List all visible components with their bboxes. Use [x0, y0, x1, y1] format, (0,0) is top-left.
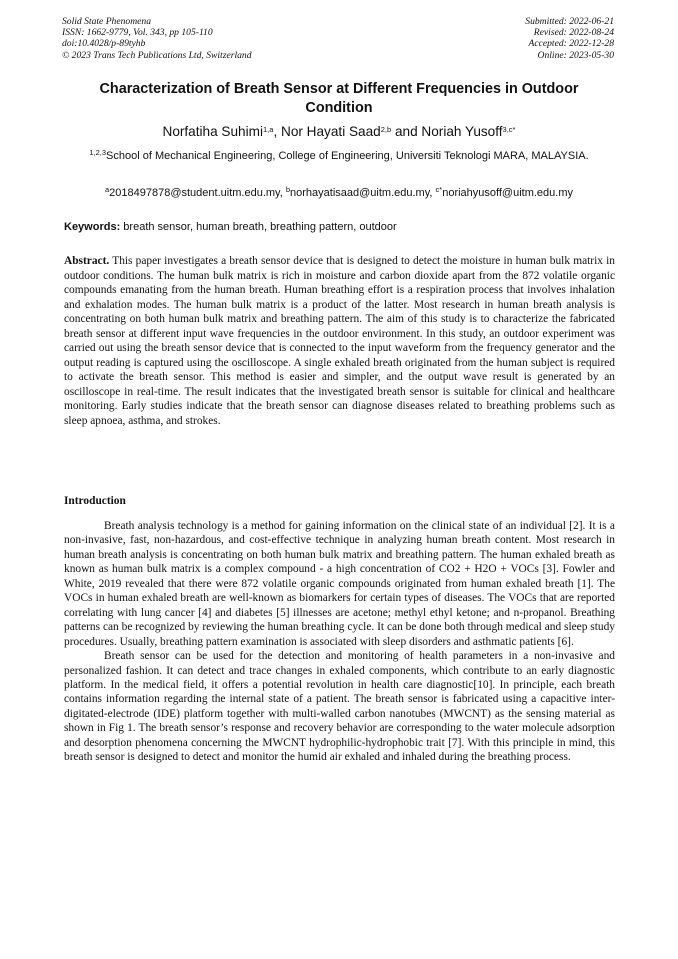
email-mark: c* [435, 185, 443, 194]
introduction-body [64, 519, 615, 765]
revised-date: Revised: 2022-08-24 [533, 27, 614, 39]
author-name: Norfatiha Suhimi [162, 124, 263, 139]
journal-issn: ISSN: 1662-9779, Vol. 343, pp 105-110 [62, 27, 213, 39]
journal-copyright: © 2023 Trans Tech Publications Ltd, Switzerland [62, 49, 252, 61]
author-name: Nor Hayati Saad [281, 124, 381, 139]
email-mark: b [285, 185, 291, 194]
email-link[interactable]: norhayatisaad@uitm.edu.my [290, 187, 430, 199]
affiliation [80, 148, 598, 164]
online-date: Online: 2023-05-30 [537, 49, 614, 61]
author-affiliation-mark: 2,b [380, 125, 392, 134]
paper-title: Characterization of Breath Sensor at Different Frequencies in Outdoor Condition [99, 81, 579, 116]
keywords-label: Keywords: [64, 221, 121, 233]
journal-info [62, 16, 252, 61]
email-separator: , [429, 187, 436, 199]
accepted-date: Accepted: 2022-12-28 [528, 38, 614, 50]
author-list [64, 123, 614, 141]
email-separator: , [279, 187, 286, 199]
author-separator: and [391, 124, 422, 139]
paragraph: Breath sensor can be used for the detection and monitoring of health parameters in a non-invasive and personalized fashion. It can detect and trace changes in exhaled components, which contribute to an early diagnostic platform. In the medical field, it offers a potential revolution in health care diagnostic[10]. In principle, each breath contains information regarding the internal state of a patient. The breath sensor is fabricated using a capacitive inter-digitated-electrode (IDE) platform together with multi-walled carbon nanotubes (MWCNT) as the sensing material as shown in Fig 1. The breath sensor’s response and recovery behavior are corresponding to the water molecule adsorption and desorption phenomena concerning the MWCNT hydrophilic-hydrophobic trait [7]. With this principle in mind, this breath sensor is designed to detect and monitor the humid air exhaled and inhaled during the breathing process. [64, 650, 615, 764]
affiliation-text: School of Mechanical Engineering, College of Engineering, Universiti Teknologi MARA, MALAYSIA. [106, 150, 589, 162]
abstract [64, 254, 615, 428]
journal-name: Solid State Phenomena [62, 16, 151, 27]
paragraph: Breath analysis technology is a method for gaining information on the clinical state of an individual [2]. It is a non-invasive, fast, non-hazardous, and cost-effective technique in analyzing human breath content. Most research in human breath analysis is concentrating on both human bulk matrix and breathing pattern. The human exhaled breath as known as human bulk matrix is a complex compound - a high concentration of CO2 + H2O + VOCs [3]. Fowler and White, 2019 revealed that there were 872 volatile organic compounds originated from human exhaled breath [1]. The VOCs in human exhaled breath are well-known as biomarkers for certain types of diseases. The VOCs that are reported correlating with lung cancer [4] and diabetes [5] illnesses are acetone; methyl ethyl ketone; and n-propanol. Breathing patterns can be recognized by reviewing the human breathing cycle. It can be done both through medical and sleep study procedures. Usually, breathing pattern examination is associated with sleep disorders and asthmatic patients [6]. [64, 520, 615, 648]
abstract-text: This paper investigates a breath sensor device that is designed to detect the moisture in human bulk matrix in outdoor conditions. The human bulk matrix is rich in moisture and carbon dioxide apart from the 872 volatile organic compounds emanating from the human breath. Human breathing effort is a respiration process that involves inhalation and exhalation modes. The human bulk matrix is a product of the latter. Most research in human breath analysis is concentrating on both human bulk matrix and breathing pattern. The aim of this study is to characterize the fabricated breath sensor at different input wave frequencies in the outdoor environment. In this study, an outdoor experiment was carried out using the breath sensor device that is connected to the input waveform from the frequency generator and the output reading is captured using the oscilloscope. A single exhaled breath originated from the human subject is required to activate the breath sensor. This method is easier and simpler, and the output wave result is generated by an oscilloscope in real-time. The result indicates that the investigated breath sensor is suitable for clinical and healthcare monitoring. Early studies indicate that the breath sensor can diagnose diseases related to breathing problems such as sleep apnoea, asthma, and strokes. [64, 255, 615, 427]
affiliation-mark: 1,2,3 [89, 148, 107, 157]
publication-dates [525, 16, 614, 61]
journal-doi: doi:10.4028/p-89tyhb [62, 38, 146, 50]
abstract-label: Abstract. [64, 255, 110, 267]
email-link[interactable]: 2018497878@student.uitm.edu.my [109, 187, 280, 199]
section-heading-introduction: Introduction [64, 495, 126, 507]
author-name: Noriah Yusoff [421, 124, 503, 139]
author-affiliation-mark: 1,a [263, 125, 274, 134]
submitted-date: Submitted: 2022-06-21 [525, 16, 614, 27]
author-separator: , [273, 124, 281, 139]
author-emails [60, 185, 618, 201]
keywords [64, 219, 614, 235]
email-link[interactable]: noriahyusoff@uitm.edu.my [442, 187, 574, 199]
keywords-text: breath sensor, human breath, breathing pattern, outdoor [120, 221, 397, 233]
author-affiliation-mark: 3,c* [502, 125, 516, 134]
email-mark: a [104, 185, 110, 194]
